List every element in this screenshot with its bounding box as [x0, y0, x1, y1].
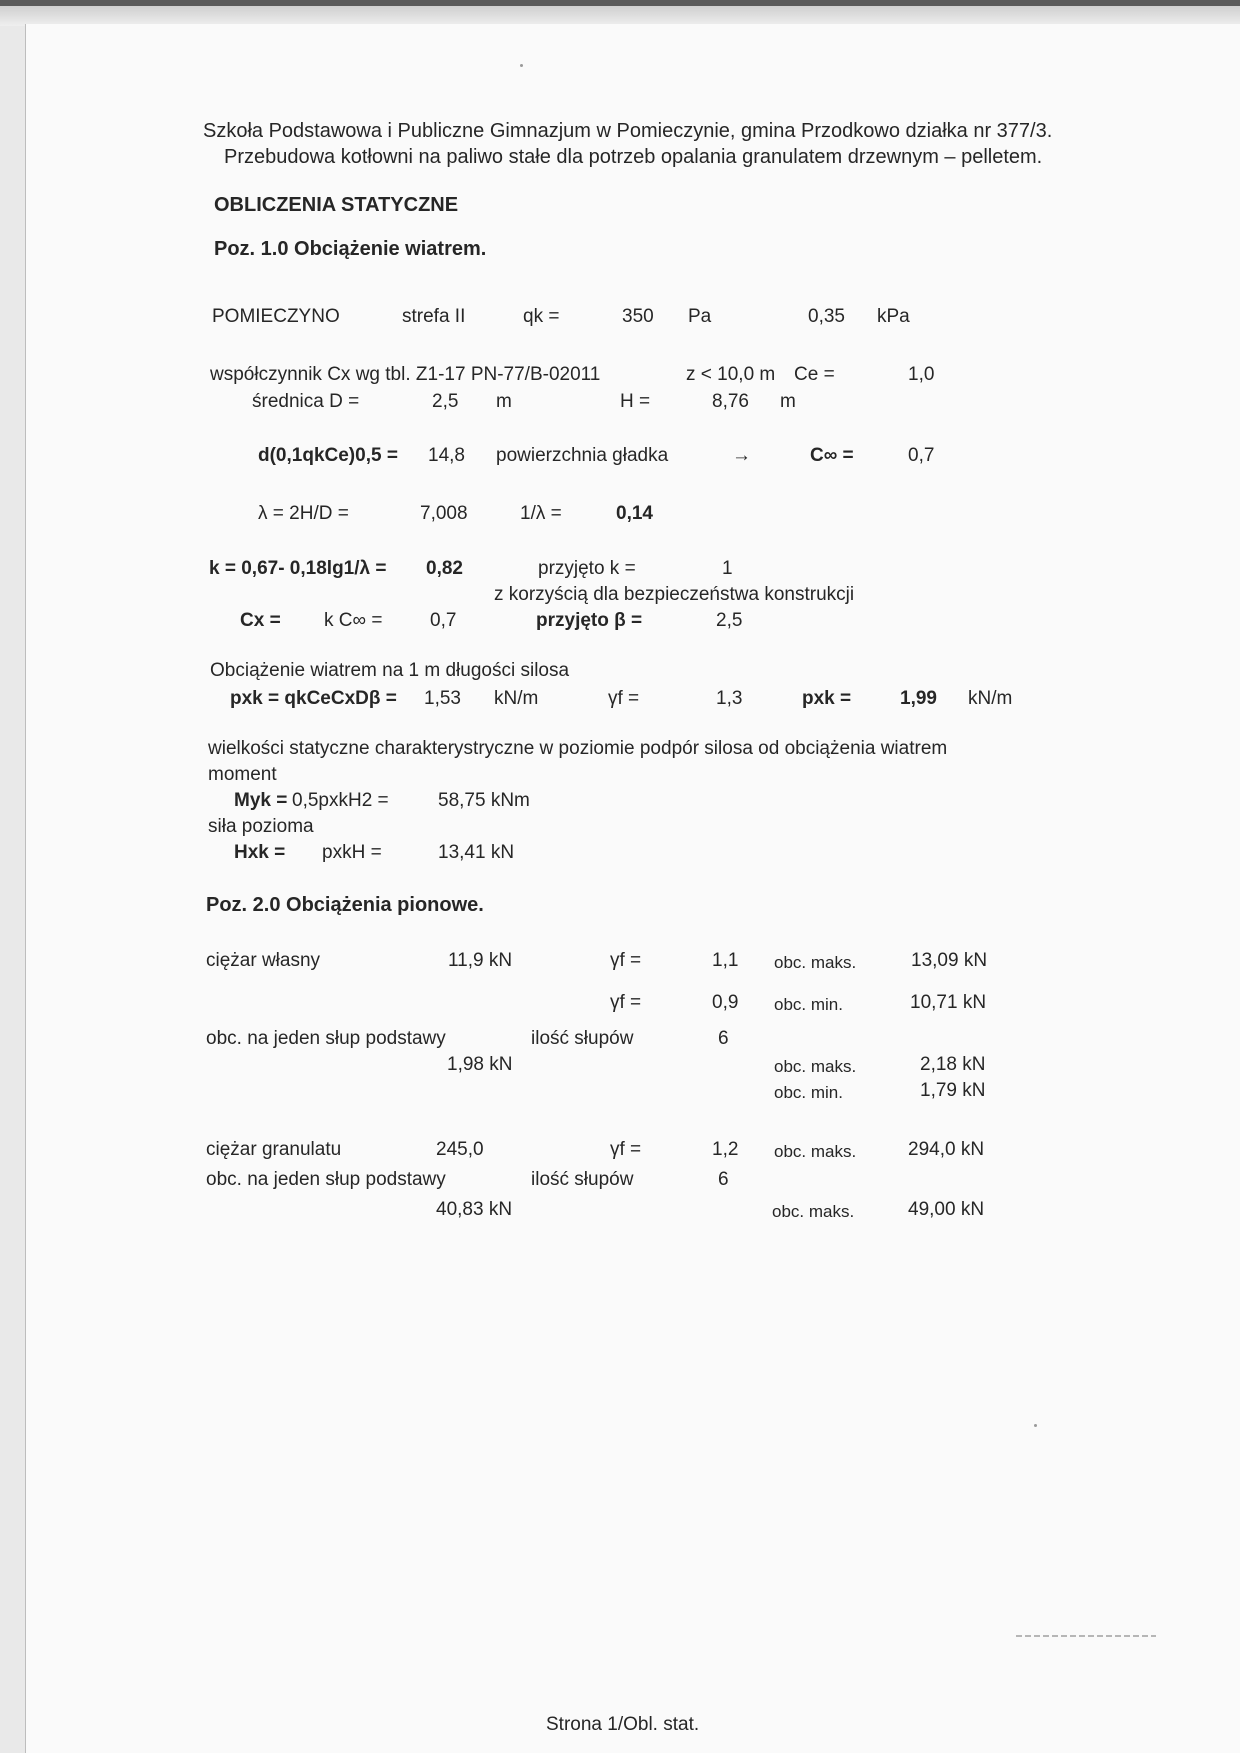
ce-label: Ce = — [794, 364, 835, 385]
gamma1-value: 1,1 — [712, 950, 739, 971]
k-formula: k = 0,67- 0,18lg1/λ = — [209, 558, 387, 579]
col-max-value: 2,18 kN — [920, 1054, 986, 1075]
pxk-design-label: pxk = — [802, 688, 852, 709]
kc-label: k C∞ = — [324, 610, 383, 631]
cx-description: współczynnik Cx wg tbl. Z1-17 PN-77/B-02011 — [210, 364, 601, 385]
height-unit: m — [780, 391, 796, 412]
pxk-formula: pxk = qkCeCxDβ = — [230, 688, 397, 709]
gran-col-max-label: obc. maks. — [772, 1202, 855, 1221]
height-value: 8,76 — [712, 391, 749, 412]
cx-value: 0,7 — [430, 610, 457, 631]
cx-label: Cx = — [240, 610, 281, 631]
own-weight-value: 11,9 kN — [448, 950, 513, 971]
diameter-label: średnica D = — [252, 391, 360, 412]
gamma2-label: γf = — [610, 992, 642, 1013]
lambda-formula: λ = 2H/D = — [258, 503, 349, 524]
surface-type: powierzchnia gładka — [496, 445, 669, 466]
gamma-f-label: γf = — [608, 688, 640, 709]
place-name: POMIECZYNO — [212, 306, 340, 327]
header-line-2: Przebudowa kotłowni na paliwo stałe dla potrzeb opalania granulatem drzewnym – pelletem. — [224, 146, 1043, 168]
columns-value-2: 6 — [718, 1169, 729, 1190]
pxk-unit: kN/m — [494, 688, 539, 709]
qk-label: qk = — [523, 306, 560, 327]
gran-col-max-value: 49,00 kN — [908, 1199, 985, 1220]
qk-unit: Pa — [688, 306, 712, 327]
own-weight-label: ciężar własny — [206, 950, 321, 971]
cinf-value: 0,7 — [908, 445, 935, 466]
myk-label: Myk = — [234, 790, 288, 811]
lambda-value: 7,008 — [420, 503, 468, 524]
hxk-label: Hxk = — [234, 842, 286, 863]
k-adopted-label: przyjęto k = — [538, 558, 636, 579]
pxk-value: 1,53 — [424, 688, 461, 709]
k-value: 0,82 — [426, 558, 463, 579]
k-adopted-value: 1 — [722, 558, 733, 579]
col-min-value: 1,79 kN — [920, 1080, 986, 1101]
diameter-unit: m — [496, 391, 512, 412]
safety-note: z korzyścią dla bezpieczeństwa konstrukcji — [494, 584, 855, 605]
col-min-label: obc. min. — [774, 1083, 843, 1102]
myk-formula: 0,5pxkH2 = — [292, 790, 389, 811]
beta-label: przyjęto β = — [536, 610, 643, 631]
gamma1-label: γf = — [610, 950, 642, 971]
scan-artifact-line — [1016, 1635, 1156, 1637]
per-column-value: 1,98 kN — [447, 1054, 513, 1075]
scan-speck — [1034, 1424, 1037, 1427]
qk-value-kpa: 0,35 — [808, 306, 845, 327]
arrow-icon: → — [732, 445, 751, 466]
scan-shadow — [0, 6, 1240, 26]
wind-zone: strefa II — [402, 306, 466, 327]
height-label: H = — [620, 391, 651, 412]
gamma-f-value: 1,3 — [716, 688, 743, 709]
horizontal-force-label: siła pozioma — [208, 816, 314, 837]
dq-formula: d(0,1qkCe)0,5 = — [258, 445, 398, 466]
beta-value: 2,5 — [716, 610, 743, 631]
col-max-label: obc. maks. — [774, 1057, 857, 1076]
z-condition: z < 10,0 m — [686, 364, 776, 385]
hxk-formula: pxkH = — [322, 842, 382, 863]
pxk-design-unit: kN/m — [968, 688, 1013, 709]
document-page — [26, 24, 1240, 1753]
inv-lambda-label: 1/λ = — [520, 503, 562, 524]
wind-load-description: Obciążenie wiatrem na 1 m długości silosa — [210, 660, 570, 681]
moment-label: moment — [208, 764, 277, 785]
pxk-design-value: 1,99 — [900, 688, 937, 709]
granulate-weight-label: ciężar granulatu — [206, 1139, 342, 1160]
qk-unit-kpa: kPa — [877, 306, 910, 327]
inv-lambda-value: 0,14 — [616, 503, 653, 524]
per-column-label-2: obc. na jeden słup podstawy — [206, 1169, 446, 1190]
cinf-label: C∞ = — [810, 445, 854, 466]
gran-max-value: 294,0 kN — [908, 1139, 985, 1160]
per-column-label: obc. na jeden słup podstawy — [206, 1028, 446, 1049]
own-min-value: 10,71 kN — [910, 992, 987, 1013]
myk-value: 58,75 kNm — [438, 790, 530, 811]
gamma3-label: γf = — [610, 1139, 642, 1160]
page-footer: Strona 1/Obl. stat. — [546, 1714, 700, 1735]
poz1-title: Poz. 1.0 Obciążenie wiatrem. — [214, 238, 487, 260]
section-title: OBLICZENIA STATYCZNE — [214, 194, 459, 216]
columns-label: ilość słupów — [531, 1028, 634, 1049]
own-max-value: 13,09 kN — [911, 950, 988, 971]
scan-speck — [520, 64, 523, 67]
own-max-label: obc. maks. — [774, 953, 857, 972]
ce-value: 1,0 — [908, 364, 935, 385]
per-column-value-2: 40,83 kN — [436, 1199, 513, 1220]
own-min-label: obc. min. — [774, 995, 843, 1014]
header-line-1: Szkoła Podstawowa i Publiczne Gimnazjum w Pomieczynie, gmina Przodkowo działka nr 377/3. — [203, 120, 1053, 142]
static-description: wielkości statyczne charakterystryczne w poziomie podpór silosa od obciążenia wiatrem — [208, 738, 948, 759]
dq-value: 14,8 — [428, 445, 465, 466]
gran-max-label: obc. maks. — [774, 1142, 857, 1161]
poz2-title: Poz. 2.0 Obciążenia pionowe. — [206, 894, 484, 916]
columns-label-2: ilość słupów — [531, 1169, 634, 1190]
columns-value: 6 — [718, 1028, 729, 1049]
gamma2-value: 0,9 — [712, 992, 739, 1013]
granulate-weight-value: 245,0 — [436, 1139, 484, 1160]
gamma3-value: 1,2 — [712, 1139, 739, 1160]
qk-value: 350 — [622, 306, 654, 327]
hxk-value: 13,41 kN — [438, 842, 515, 863]
diameter-value: 2,5 — [432, 391, 459, 412]
